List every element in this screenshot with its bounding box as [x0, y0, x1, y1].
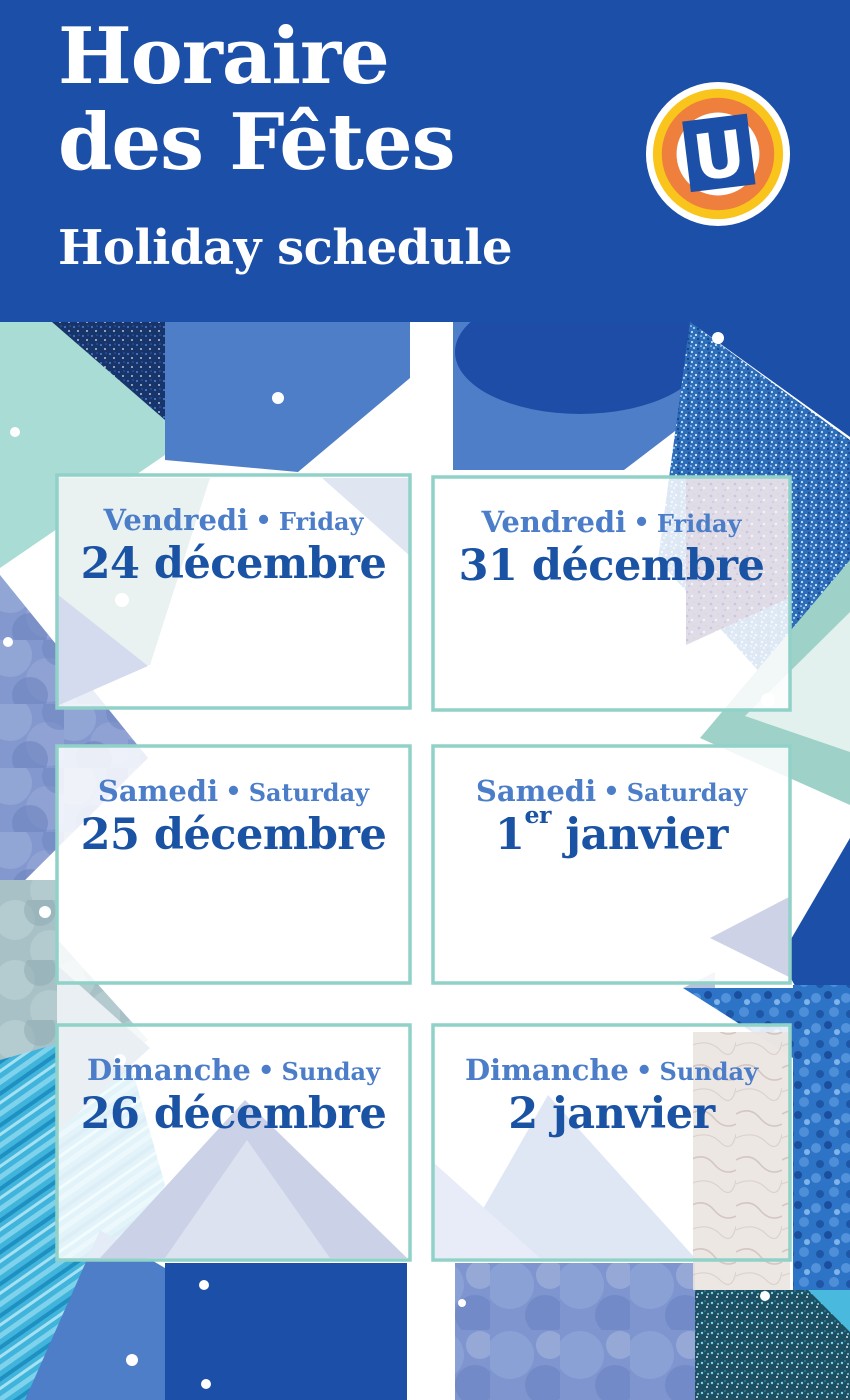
card-samedi-1er-janvier [433, 746, 790, 983]
card-date-label: 1er janvier [495, 800, 728, 860]
card-day-label: Samedi • Saturday [97, 774, 370, 808]
bullet-separator: • [255, 506, 272, 536]
card-date-label: 2 janvier [508, 1088, 715, 1139]
brand-logo-u-icon [644, 80, 792, 228]
card-dimanche-26-decembre [57, 1025, 410, 1260]
card-vendredi-31-decembre [433, 477, 790, 710]
svg-text:U: U [689, 115, 750, 196]
bullet-separator: • [603, 777, 620, 807]
bullet-separator: • [633, 508, 650, 538]
card-day-label: Vendredi • Friday [481, 505, 742, 539]
bullet-separator: • [225, 777, 242, 807]
card-vendredi-24-decembre [57, 475, 410, 708]
card-day-label: Samedi • Saturday [475, 774, 748, 808]
card-day-label: Vendredi • Friday [103, 503, 364, 537]
bullet-separator: • [635, 1056, 653, 1086]
page-title-line1: Horaire [58, 11, 389, 102]
card-day-label: Dimanche • Sunday [86, 1053, 381, 1087]
card-date-label: 25 décembre [80, 809, 387, 860]
page-subtitle: Holiday schedule [58, 220, 513, 276]
page-title-line2: des Fêtes [58, 96, 455, 188]
page-title [58, 11, 455, 188]
bullet-separator: • [257, 1056, 275, 1086]
card-samedi-25-decembre [57, 746, 410, 983]
header [0, 0, 850, 322]
card-day-label: Dimanche • Sunday [464, 1053, 759, 1087]
card-date-label: 26 décembre [80, 1088, 387, 1139]
card-date-label: 31 décembre [458, 540, 765, 591]
card-dimanche-2-janvier [433, 1025, 790, 1260]
card-date-label: 24 décembre [80, 538, 387, 589]
